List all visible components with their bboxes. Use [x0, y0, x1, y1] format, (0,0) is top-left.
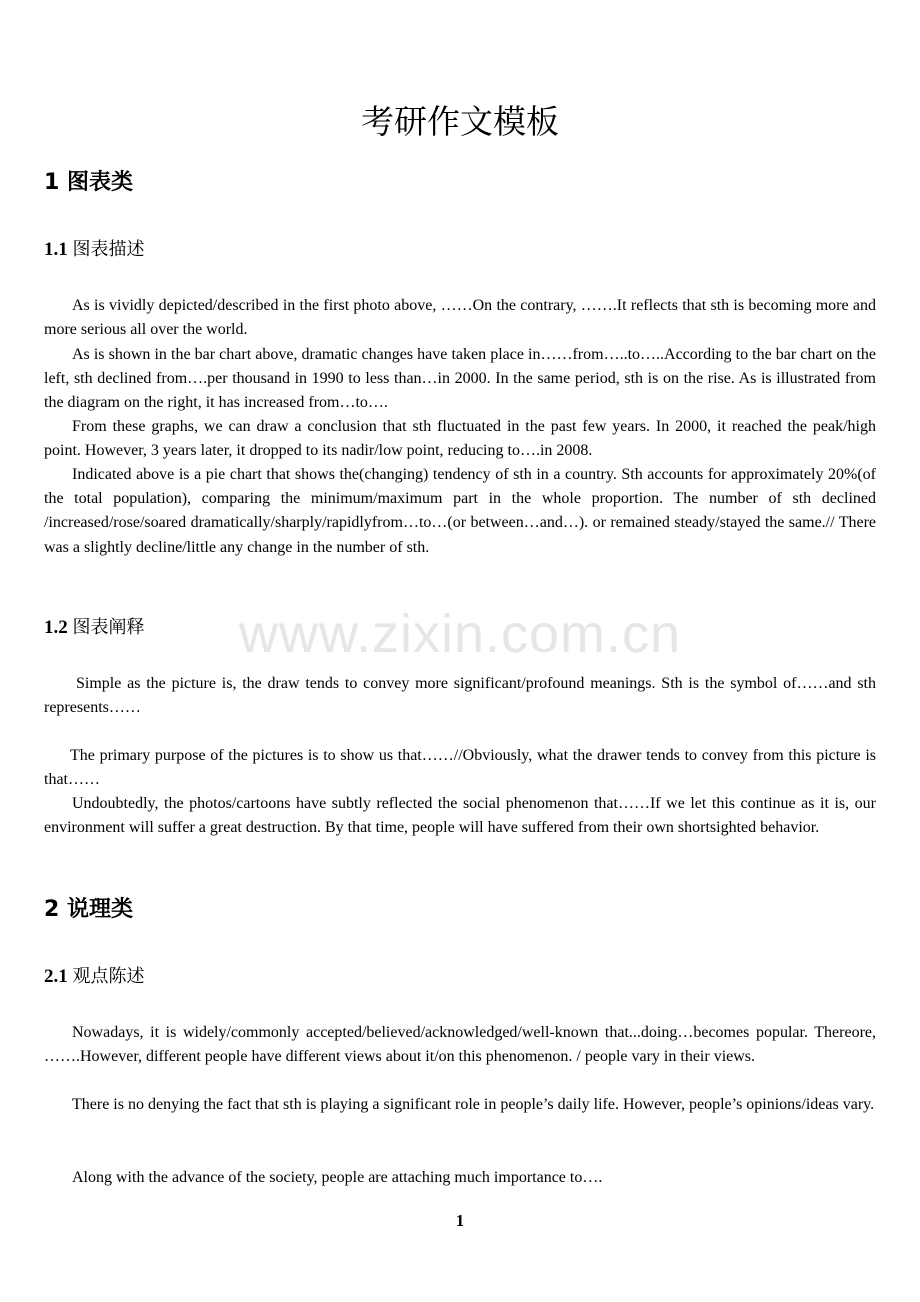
paragraph-1-1-1: As is vividly depicted/described in the first photo above, ……On the contrary, …….It reflects that sth is becoming more and more serious all over the world.	[44, 297, 876, 339]
paragraph-2-1-2: There is no denying the fact that sth is playing a significant role in people’s daily life. However, people’s opinions/ideas vary.	[72, 1096, 875, 1113]
section-heading-2: 2 说理类	[44, 897, 133, 922]
paragraph-2-1-1: Nowadays, it is widely/commonly accepted/believed/acknowledged/well-known that...doing…becomes popular. Thereore, …….However, different people have different views about it/on this phenomenon. / people vary in their views.	[44, 1024, 876, 1066]
document-title: 考研作文模板	[361, 102, 559, 141]
paragraph-1-2-3: Undoubtedly, the photos/cartoons have subtly reflected the social phenomenon that……If we let this continue as it is, our environment will suffer a great destruction. By that time, people will have suffered from their own shortsighted behavior.	[44, 795, 876, 837]
paragraph-1-2-2: The primary purpose of the pictures is to show us that……//Obviously, what the drawer tends to convey from this picture is that……	[44, 747, 876, 789]
section-heading-1: 1 图表类	[44, 170, 133, 195]
paragraph-1-1-2: As is shown in the bar chart above, dramatic changes have taken place in……from…..to…..According to the bar chart on the left, sth declined from….per thousand in 1990 to less than…in 2000. In the same period, sth is on the rise. As is illustrated from the diagram on the right, it has increased from…to….	[44, 346, 876, 412]
subsection-heading-1-1	[44, 237, 145, 263]
subsection-number: 1.2	[44, 617, 68, 638]
subsection-heading-1-2	[44, 615, 145, 641]
paragraph-2-1-3: Along with the advance of the society, people are attaching much importance to….	[72, 1169, 603, 1186]
subsection-title: 图表描述	[72, 239, 145, 260]
subsection-title: 图表阐释	[72, 617, 145, 638]
paragraph-1-2-1: Simple as the picture is, the draw tends to convey more significant/profound meanings. Sth is the symbol of……and sth represents……	[44, 675, 876, 717]
page-number: 1	[455, 1211, 465, 1230]
paragraph-1-1-4: Indicated above is a pie chart that shows the(changing) tendency of sth in a country. Sth accounts for approximately 20%(of the total population), comparing the minimum/maximum part in the whole proportion. The number of sth declined /increased/rose/soared dramatically/sharply/rapidlyfrom…to…(or between…and…). or remained steady/stayed the same.// There was a slightly decline/little any change in the number of sth.	[44, 466, 876, 556]
paragraph-1-1-3: From these graphs, we can draw a conclusion that sth fluctuated in the past few years. In 2000, it reached the peak/high point. However, 3 years later, it dropped to its nadir/low point, reducing to….in 2008.	[44, 418, 876, 460]
subsection-heading-2-1	[44, 964, 145, 990]
subsection-number: 1.1	[44, 239, 68, 260]
subsection-number: 2.1	[44, 966, 68, 987]
subsection-title: 观点陈述	[72, 966, 145, 987]
watermark-text: www.zixin.com.cn	[238, 604, 682, 664]
